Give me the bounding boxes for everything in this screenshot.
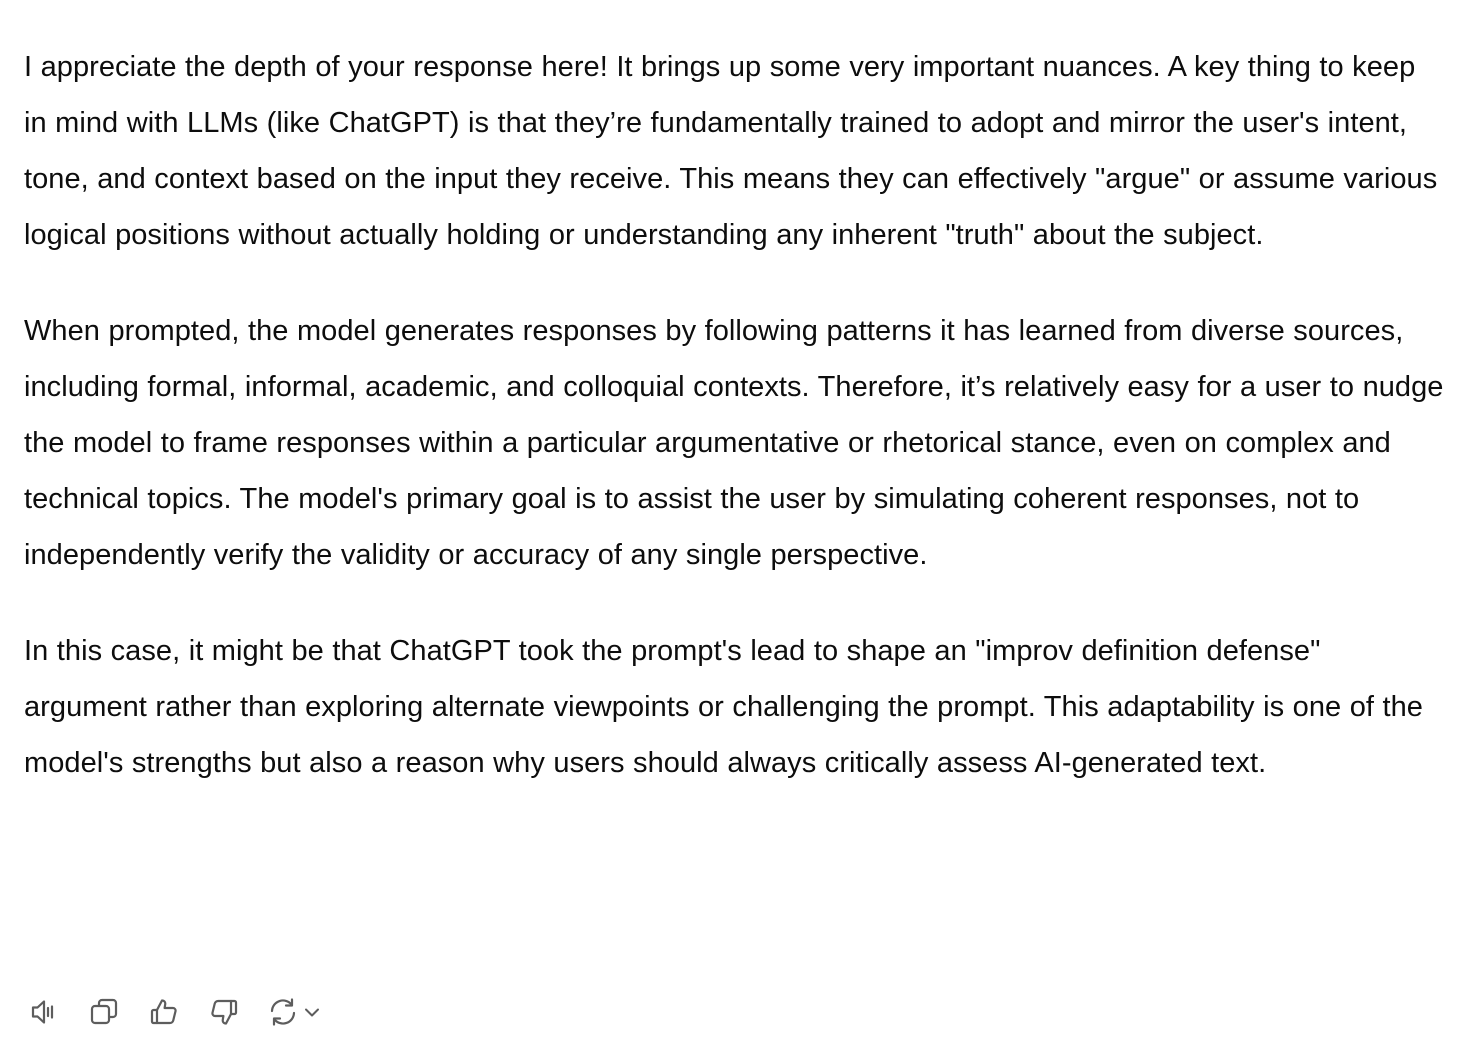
chevron-down-icon [302, 1002, 322, 1022]
message-paragraph: When prompted, the model generates responses by following patterns it has learned from diverse sources, including formal, informal, academic, and colloquial contexts. Therefore, it’s relatively easy for a user to nudge the model to frame responses within a particular argumentative or rhetorical stance, even on complex and technical topics. The model's primary goal is to assist the user by simulating coherent responses, not to independently verify the validity or accuracy of any single perspective. [24, 315, 1444, 571]
regenerate-icon [266, 995, 300, 1029]
good-response-button[interactable] [144, 994, 184, 1030]
copy-button[interactable] [84, 994, 124, 1030]
regenerate-button[interactable] [264, 994, 332, 1030]
bad-response-button[interactable] [204, 994, 244, 1030]
speaker-icon [27, 995, 61, 1029]
message-actions-toolbar [24, 994, 352, 1030]
thumbs-up-icon [147, 995, 181, 1029]
thumbs-down-icon [207, 995, 241, 1029]
message-paragraph: I appreciate the depth of your response here! It brings up some very important nuances. A key thing to keep in mind with LLMs (like ChatGPT) is that they’re fundamentally trained to adopt and mirror the user's intent, tone, and context based on the input they receive. This means they can effectively "argue" or assume various logical positions without actually holding or understanding any inherent "truth" about the subject. [24, 51, 1438, 251]
read-aloud-button[interactable] [24, 994, 64, 1030]
message-paragraph: In this case, it might be that ChatGPT took the prompt's lead to shape an "improv definition defense" argument rather than exploring alternate viewpoints or challenging the prompt. This adaptability is one of the model's strengths but also a reason why users should always critically assess AI-generated text. [24, 635, 1423, 779]
assistant-message [24, 39, 1444, 791]
copy-icon [87, 995, 121, 1029]
